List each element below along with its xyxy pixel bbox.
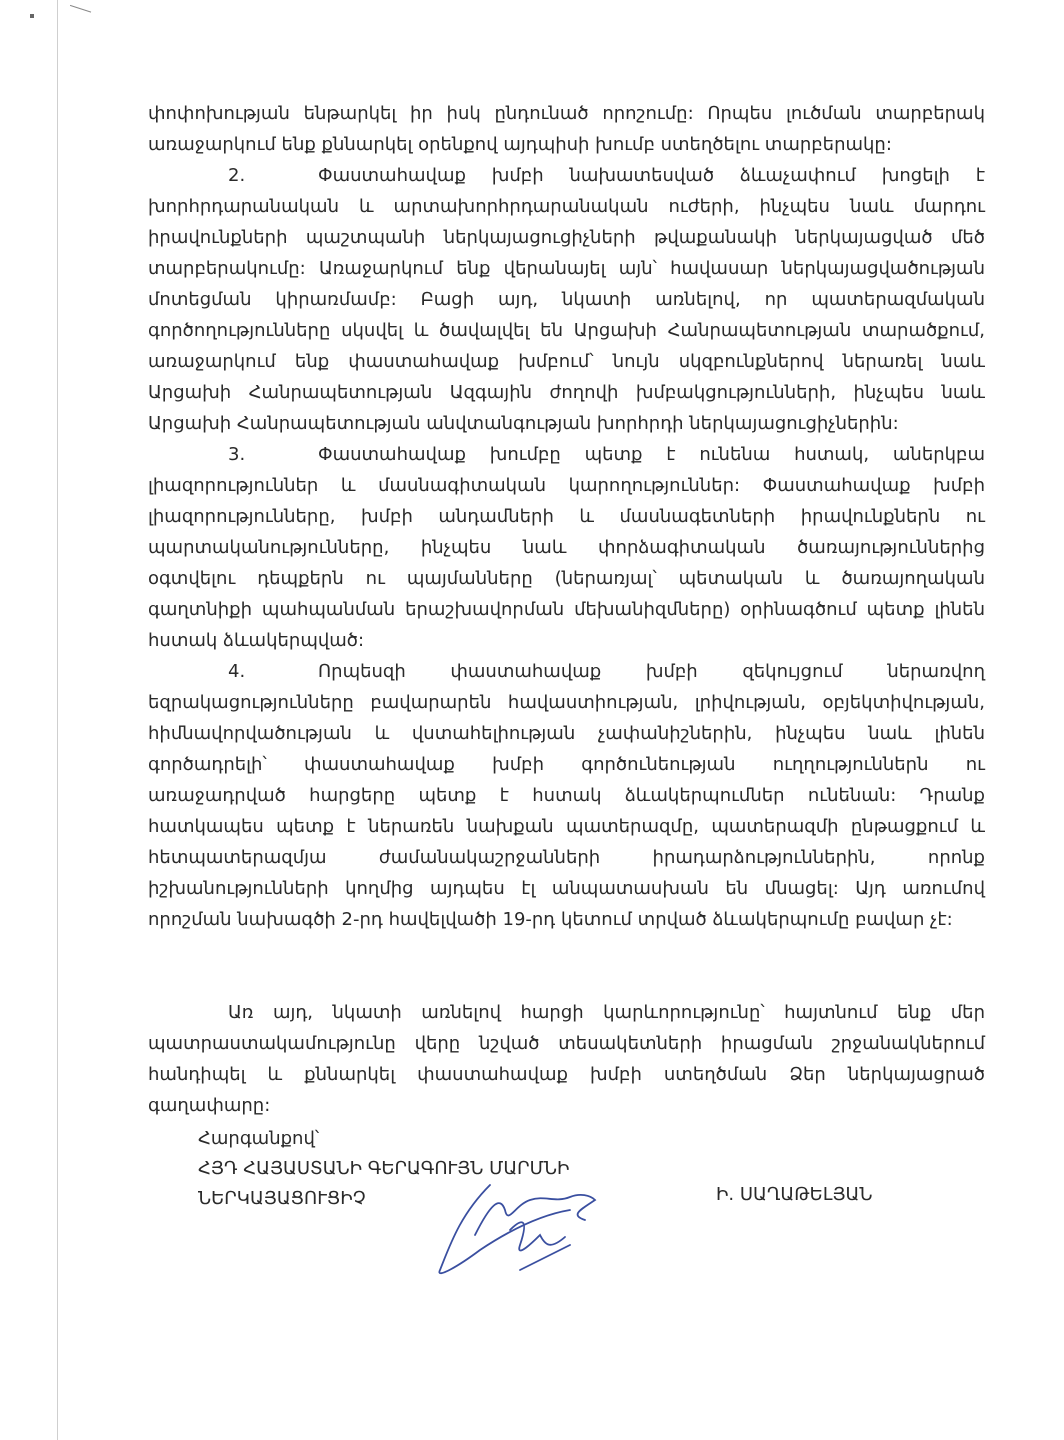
- text-line: գործողությունները սկսվել և ծավալվել են Արցախի Հանրապետության տարածքում,: [148, 320, 985, 341]
- scan-speck: [30, 14, 34, 18]
- paragraph: [148, 997, 985, 1121]
- text-line: լիազորությունները, խմբի անդամների և մասնագետների իրավունքներն ու: [148, 506, 985, 527]
- text-line: գործադրելի՝ փաստահավաք խմբի գործունեության ուղղություններն ու: [148, 754, 985, 775]
- text-line: խորհրդարանական և արտախորհրդարանական ուժերի, ինչպես նաև մարդու: [148, 196, 985, 217]
- text-line: պարտականությունները, ինչպես նաև փորձագիտական ծառայություններից: [148, 537, 985, 558]
- text-line: [148, 160, 985, 191]
- text-line: որոշման նախագծի 2-րդ հավելվածի 19-րդ կետում տրված ձևակերպումը բավար չէ:: [148, 909, 953, 930]
- paragraph: [148, 439, 985, 656]
- line-text: Որպեսզի փաստահավաք խմբի զեկույցում ներառվող: [318, 661, 985, 682]
- text-line: պատրաստակամությունը վերը նշված տեսակետների իրացման շրջանակներում: [148, 1033, 985, 1054]
- line-text: Փաստահավաք խմբի նախատեսված ձևաչափում խոցելի է: [318, 165, 985, 186]
- text-line: օգտվելու դեպքերն ու պայմանները (ներառյալ՝ պետական և ծառայողական: [148, 568, 985, 589]
- paragraph: [148, 98, 985, 160]
- text-line: առաջարկում ենք փաստահավաք խմբում՝ նույն սկզբունքներով ներառել նաև: [148, 351, 985, 372]
- paragraph: [148, 160, 985, 439]
- paragraph-gap: [148, 966, 985, 997]
- text-line: Առ այդ, նկատի առնելով հարցի կարևորությունը՝ հայտնում ենք մեր: [228, 1002, 985, 1023]
- text-line: առաջադրված հարցերը պետք է հստակ ձևակերպումներ ունենան: Դրանք: [148, 785, 985, 806]
- text-line: [148, 439, 985, 470]
- item-number: 3.: [228, 444, 246, 465]
- scan-mark: [67, 5, 91, 22]
- organization-line-1: ՀՅԴ ՀԱՅԱՍՏԱՆԻ ԳԵՐԱԳՈՒՅՆ ՄԱՐՄՆԻ: [198, 1158, 570, 1179]
- text-line: [148, 656, 985, 687]
- organization-line-2: ՆԵՐԿԱՅԱՑՈՒՑԻՉ: [198, 1188, 366, 1209]
- text-line: առաջարկում ենք քննարկել օրենքով այդպիսի խումբ ստեղծելու տարբերակը:: [148, 134, 892, 155]
- text-line: հանդիպել և քննարկել փաստահավաք խմբի ստեղծման Ձեր ներկայացրած: [148, 1064, 985, 1085]
- line-text: Փաստահավաք խումբը պետք է ունենա հստակ, աներկբա: [318, 444, 985, 465]
- text-line: լիազորություններ և մասնագիտական կարողություններ: Փաստահավաք խմբի: [148, 475, 985, 496]
- scan-border-line: [57, 0, 58, 1440]
- text-line: իշխանությունների կողմից այդպես էլ անպատասխան են մնացել: Այդ առումով: [148, 878, 985, 899]
- text-line: մոտեցման կիրառմամբ: Բացի այդ, նկատի առնելով, որ պատերազմական: [148, 289, 985, 310]
- text-line: Արցախի Հանրապետության անվտանգության խորհրդի ներկայացուցիչներին:: [148, 413, 899, 434]
- text-line: հատկապես պետք է ներառեն նախքան պատերազմը, պատերազմի ընթացքում և: [148, 816, 985, 837]
- item-number: 2.: [228, 165, 246, 186]
- text-line: իրավունքների պաշտպանի ներկայացուցիչների թվաքանակի ներկայացված մեծ: [148, 227, 985, 248]
- salutation: Հարգանքով՝: [198, 1128, 320, 1149]
- text-line: եզրակացությունները բավարարեն հավաստիության, լրիվության, օբյեկտիվության,: [148, 692, 985, 713]
- document-body: [148, 98, 985, 1121]
- text-line: գաղափարը:: [148, 1095, 271, 1116]
- handwritten-signature: [420, 1175, 620, 1285]
- text-line: հետպատերազմյա ժամանակաշրջանների իրադարձություններին, որոնք: [148, 847, 985, 868]
- text-line: Արցախի Հանրապետության Ազգային ժողովի խմբակցությունների, ինչպես նաև: [148, 382, 985, 403]
- text-line: հիմնավորվածության և վստահելիության չափանիշներին, ինչպես նաև լինեն: [148, 723, 985, 744]
- text-line: փոփոխության ենթարկել իր իսկ ընդունած որոշումը: Որպես լուծման տարբերակ: [148, 103, 985, 124]
- text-line: գաղտնիքի պահպանման երաշխավորման մեխանիզմները) օրինագծում պետք լինեն: [148, 599, 985, 620]
- text-line: հստակ ձևակերպված:: [148, 630, 365, 651]
- text-line: տարբերակումը: Առաջարկում ենք վերանայել այն՝ հավասար ներկայացվածության: [148, 258, 985, 279]
- signatory-name: Ի. ՍԱՂԱԹԵԼՅԱՆ: [716, 1184, 873, 1205]
- paragraph-gap: [148, 935, 985, 966]
- item-number: 4.: [228, 661, 246, 682]
- paragraph: [148, 656, 985, 935]
